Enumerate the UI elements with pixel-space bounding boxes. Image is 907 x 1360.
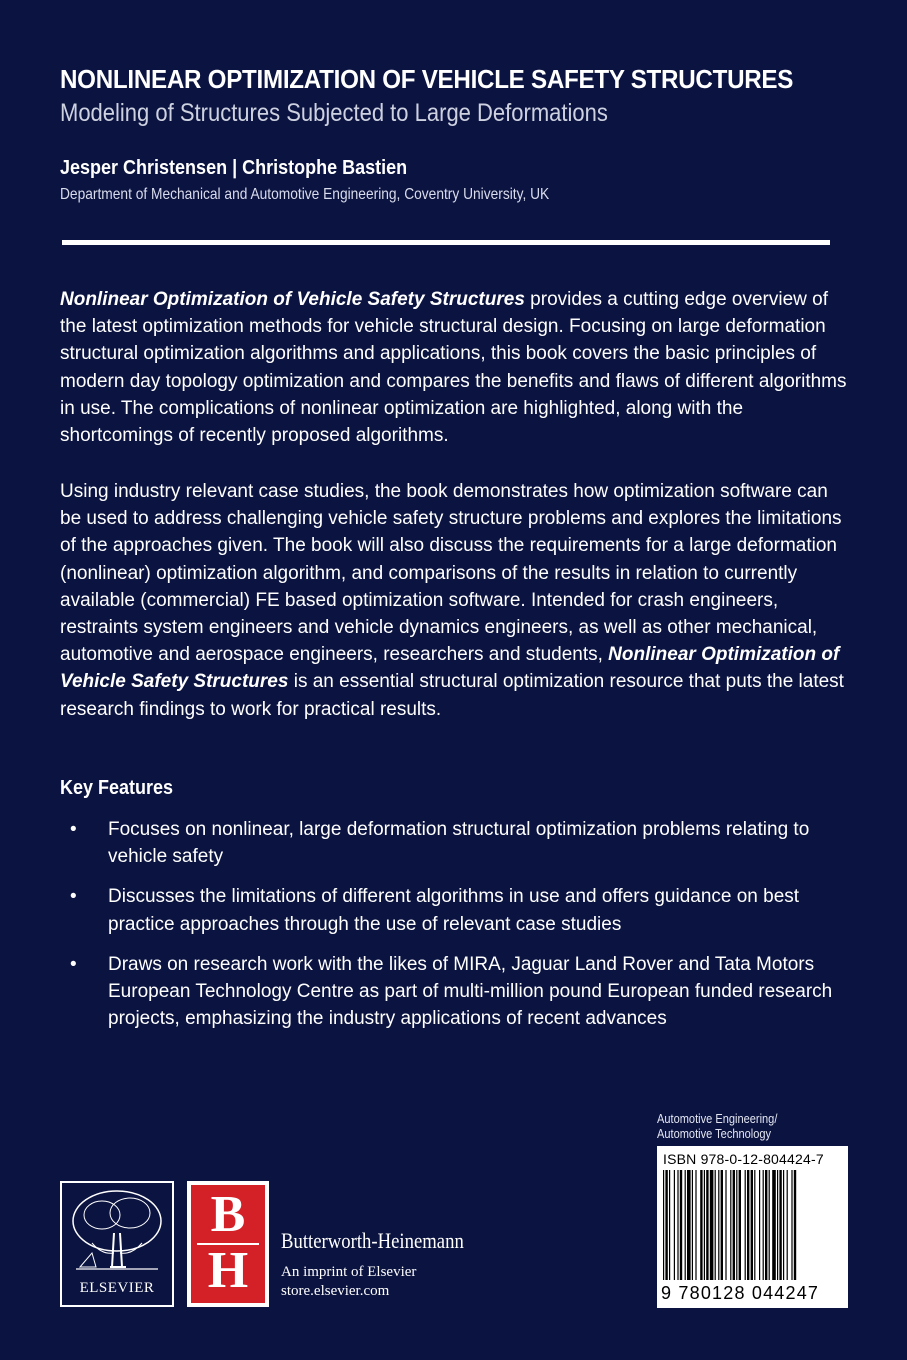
book-title: NONLINEAR OPTIMIZATION OF VEHICLE SAFETY STRUCTURES xyxy=(60,64,794,94)
publisher-name: Butterworth-Heinemann xyxy=(281,1228,464,1253)
publisher-imprint: An imprint of Elsevier xyxy=(281,1264,417,1280)
elsevier-wordmark: ELSEVIER xyxy=(79,1280,155,1296)
divider-rule xyxy=(62,240,830,245)
key-features-list xyxy=(60,816,850,1045)
barcode-digits: 9 780128 044247 xyxy=(661,1283,820,1303)
elsevier-logo xyxy=(60,1181,174,1307)
publisher-website: store.elsevier.com xyxy=(281,1283,390,1299)
publisher-block xyxy=(281,1228,496,1300)
tree-icon xyxy=(62,1183,172,1275)
bullet-icon: • xyxy=(70,819,77,840)
bullet-icon: • xyxy=(70,886,77,908)
bh-letter-b: B xyxy=(210,1186,246,1243)
bh-letter-h: H xyxy=(207,1242,249,1299)
book-subtitle: Modeling of Structures Subjected to Large Deformations xyxy=(60,99,608,127)
paragraph-text: is an essential structural optimization resource that puts the latest research findings to work for practical results. xyxy=(60,671,844,720)
paragraph-text: provides a cutting edge overview of the latest optimization methods for vehicle structural design. Focusing on large deformation structural optimization algorithms and applications, this book covers the basic principles of modern day topology optimization and compares the benefits and flaws of different algorithms in use. The complications of nonlinear optimization are highlighted, along with the shortcomings of recently proposed algorithms. xyxy=(60,289,847,447)
feature-text: Discusses the limitations of different algorithms in use and offers guidance on best practice approaches through the use of relevant case studies xyxy=(108,886,800,935)
book-title-italic: Nonlinear Optimization of Vehicle Safety Structures xyxy=(60,289,525,310)
list-item xyxy=(60,816,850,870)
category-line: Automotive Engineering/ xyxy=(657,1111,778,1126)
subject-category xyxy=(657,1111,827,1141)
paragraph-text: Using industry relevant case studies, the book demonstrates how optimization software can be used to address challenging vehicle safety structure problems and explores the limitations of the approaches given. The book will also discuss the requirements for a large deformation (nonlinear) optimization algorithm, and comparisons of the results in relation to currently available (commercial) FE based optimization software. Intended for crash engineers, restraints system engineers and vehicle dynamics engineers, as well as other mechanical, automotive and aerospace engineers, researchers and students, xyxy=(60,481,842,666)
list-item xyxy=(60,951,850,1033)
feature-text: Focuses on nonlinear, large deformation structural optimization problems relating to vehicle safety xyxy=(108,819,810,868)
bh-logo xyxy=(187,1181,269,1307)
book-title-italic: Nonlinear Optimization of Vehicle Safety Structures xyxy=(60,644,840,693)
list-item xyxy=(60,883,850,937)
category-line: Automotive Technology xyxy=(657,1126,772,1141)
authors: Jesper Christensen | Christophe Bastien xyxy=(60,157,408,179)
description-paragraph-2 xyxy=(60,478,850,723)
isbn-barcode xyxy=(657,1146,848,1308)
affiliation: Department of Mechanical and Automotive Engineering, Coventry University, UK xyxy=(60,186,550,203)
description-paragraph-1 xyxy=(60,286,850,449)
isbn-label: ISBN 978-0-12-804424-7 xyxy=(663,1151,824,1167)
key-features-heading: Key Features xyxy=(60,777,174,799)
bh-logo-panel xyxy=(191,1185,265,1303)
bullet-icon: • xyxy=(70,953,77,975)
feature-text: Draws on research work with the likes of MIRA, Jaguar Land Rover and Tata Motors European Technology Centre as part of multi-million pound European funded research projects, emphasizing the industry applications of recent advances xyxy=(108,953,833,1030)
barcode-icon xyxy=(661,1170,844,1282)
